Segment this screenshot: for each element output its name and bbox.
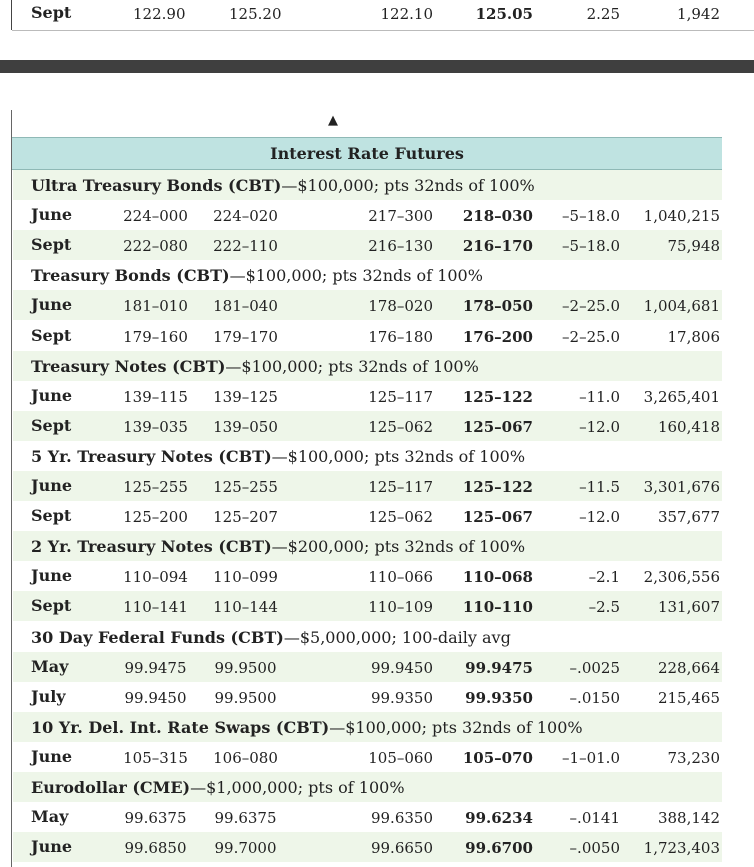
cell-settle: 125–067 (462, 417, 533, 436)
top-oi: 1,942 (677, 5, 720, 23)
cell-low: 110–066 (368, 568, 433, 587)
cell-chg: –1–01.0 (562, 748, 620, 767)
cell-oi: 17,806 (667, 327, 720, 346)
cell-oi: 3,301,676 (643, 478, 720, 496)
cell-month: May (31, 807, 69, 827)
cell-low: 125–062 (368, 417, 433, 436)
cell-settle: 218–030 (462, 207, 533, 226)
cell-month: June (31, 746, 73, 766)
cell-chg: –2–25.0 (562, 297, 620, 316)
cell-low: 178–020 (368, 297, 433, 316)
cell-open: 181–010 (123, 297, 188, 316)
cell-chg: –12.0 (579, 508, 620, 527)
cell-open: 110–094 (123, 568, 188, 587)
table-title: Interest Rate Futures (270, 144, 464, 163)
cell-settle: 176–200 (462, 327, 533, 346)
cell-month: May (31, 656, 69, 676)
cell-low: 105–060 (368, 748, 433, 767)
section-header (31, 176, 535, 195)
section-name: 30 Day Federal Funds (CBT) (31, 627, 284, 647)
section-header (31, 447, 525, 466)
cell-oi: 228,664 (657, 658, 720, 677)
cell-month: June (31, 476, 73, 495)
cell-settle: 99.9475 (465, 658, 533, 677)
cell-high: 139–050 (213, 417, 278, 436)
cell-oi: 215,465 (657, 688, 720, 707)
cell-high: 99.9500 (214, 658, 277, 677)
cell-month: June (31, 837, 73, 857)
section-name: 2 Yr. Treasury Notes (CBT) (31, 537, 272, 557)
top-left-rule (11, 0, 12, 30)
cell-settle: 110–110 (462, 598, 533, 617)
cell-oi: 1,004,681 (643, 297, 720, 316)
cell-oi: 73,230 (667, 748, 720, 767)
top-low: 122.10 (380, 5, 433, 23)
cell-low: 125–117 (368, 478, 433, 496)
cell-low: 99.9350 (370, 688, 433, 707)
cell-chg: –5–18.0 (562, 237, 620, 256)
cell-open: 99.6375 (124, 809, 187, 828)
top-thin-rule (12, 30, 754, 31)
cell-chg: –11.0 (579, 387, 620, 406)
cell-settle: 125–122 (462, 387, 533, 406)
cell-chg: –.0150 (569, 688, 620, 707)
cell-oi: 75,948 (667, 237, 720, 256)
cell-settle: 99.6700 (465, 839, 533, 858)
cell-open: 179–160 (123, 327, 188, 346)
top-settle: 125.05 (475, 5, 533, 23)
section-spec: —$100,000; pts 32nds of 100% (329, 717, 583, 737)
cell-open: 125–255 (123, 478, 188, 496)
cell-month: June (31, 385, 73, 405)
cell-low: 99.6650 (370, 839, 433, 858)
cell-oi: 1,040,215 (643, 207, 720, 226)
section-spec: —$100,000; pts 32nds of 100% (271, 446, 526, 466)
section-header (31, 718, 583, 737)
cell-month: June (31, 295, 73, 315)
cell-month: Sept (31, 506, 72, 526)
cell-high: 106–080 (213, 748, 278, 767)
section-header (31, 778, 405, 797)
cell-open: 224–000 (123, 207, 188, 226)
cell-low: 125–062 (368, 508, 433, 527)
cell-chg: –12.0 (579, 417, 620, 436)
cell-month: June (31, 566, 73, 586)
section-spec: —$100,000; pts 32nds of 100% (229, 266, 483, 286)
top-high: 125.20 (229, 5, 282, 23)
section-spec: —$100,000; pts 32nds of 100% (281, 176, 535, 195)
cell-high: 99.9500 (214, 688, 277, 707)
cell-oi: 3,265,401 (643, 387, 720, 406)
top-open: 122.90 (133, 5, 186, 23)
section-name: Ultra Treasury Bonds (CBT) (31, 176, 282, 195)
section-header (31, 537, 525, 556)
top-row (0, 0, 754, 30)
cell-low: 99.6350 (370, 809, 433, 828)
cell-low: 110–109 (368, 598, 433, 617)
cell-high: 110–099 (213, 568, 278, 587)
sort-arrow-icon[interactable]: ▲ (328, 113, 338, 128)
section-header (31, 628, 511, 647)
cell-high: 222–110 (213, 237, 278, 256)
top-chg: 2.25 (586, 5, 620, 23)
top-month: Sept (31, 3, 72, 22)
cell-open: 139–035 (123, 417, 188, 436)
cell-open: 110–141 (123, 598, 188, 617)
cell-settle: 216–170 (462, 237, 533, 256)
cell-low: 217–300 (368, 207, 433, 226)
cell-low: 99.9450 (370, 658, 433, 677)
cell-chg: –5–18.0 (562, 207, 620, 226)
cell-month: Sept (31, 415, 72, 435)
cell-month: Sept (31, 235, 72, 255)
cell-open: 139–115 (123, 387, 188, 406)
cell-settle: 105–070 (462, 748, 533, 767)
cell-oi: 1,723,403 (643, 839, 720, 858)
section-spec: —$100,000; pts 32nds of 100% (225, 356, 479, 376)
cell-oi: 2,306,556 (643, 568, 720, 587)
cell-open: 125–200 (123, 508, 188, 527)
cell-oi: 160,418 (657, 417, 720, 436)
cell-low: 216–130 (368, 237, 433, 256)
cell-high: 99.6375 (214, 809, 277, 828)
cell-open: 99.9475 (124, 658, 187, 677)
cell-chg: –.0050 (569, 839, 620, 858)
section-spec: —$200,000; pts 32nds of 100% (271, 537, 526, 557)
section-name: Treasury Bonds (CBT) (31, 266, 230, 286)
cell-high: 139–125 (213, 387, 278, 406)
cell-settle: 110–068 (462, 568, 533, 587)
cell-chg: –.0025 (569, 658, 620, 677)
cell-chg: –2.5 (588, 598, 620, 617)
cell-high: 125–255 (213, 478, 278, 496)
section-header (31, 357, 479, 376)
cell-oi: 388,142 (657, 809, 720, 828)
cell-settle: 99.9350 (465, 688, 533, 707)
table-left-rule (11, 110, 12, 867)
cell-high: 110–144 (213, 598, 278, 617)
cell-open: 222–080 (123, 237, 188, 256)
cell-settle: 99.6234 (465, 809, 533, 828)
section-header (31, 266, 483, 285)
cell-high: 181–040 (213, 297, 278, 316)
cell-chg: –2.1 (588, 568, 620, 587)
cell-high: 99.7000 (214, 839, 277, 858)
cell-high: 179–170 (213, 327, 278, 346)
separator-bar (0, 60, 754, 73)
cell-settle: 125–067 (462, 508, 533, 527)
cell-month: June (31, 205, 73, 225)
cell-chg: –11.5 (579, 478, 620, 496)
section-spec: —$1,000,000; pts of 100% (190, 778, 405, 797)
cell-settle: 125–122 (462, 478, 533, 496)
cell-chg: –.0141 (569, 809, 620, 828)
section-name: 10 Yr. Del. Int. Rate Swaps (CBT) (31, 717, 330, 737)
cell-month: Sept (31, 596, 72, 616)
cell-open: 99.6850 (124, 839, 187, 858)
cell-low: 176–180 (368, 327, 433, 346)
cell-oi: 357,677 (657, 508, 720, 527)
cell-oi: 131,607 (657, 598, 720, 617)
cell-settle: 178–050 (462, 297, 533, 316)
section-name: Treasury Notes (CBT) (31, 356, 226, 376)
cell-month: July (31, 686, 66, 706)
cell-high: 224–020 (213, 207, 278, 226)
cell-low: 125–117 (368, 387, 433, 406)
cell-chg: –2–25.0 (562, 327, 620, 346)
cell-open: 99.9450 (124, 688, 187, 707)
cell-high: 125–207 (213, 508, 278, 527)
section-spec: —$5,000,000; 100-daily avg (283, 627, 511, 647)
section-name: Eurodollar (CME) (31, 778, 191, 797)
cell-open: 105–315 (123, 748, 188, 767)
cell-month: Sept (31, 325, 72, 345)
section-name: 5 Yr. Treasury Notes (CBT) (31, 446, 272, 466)
